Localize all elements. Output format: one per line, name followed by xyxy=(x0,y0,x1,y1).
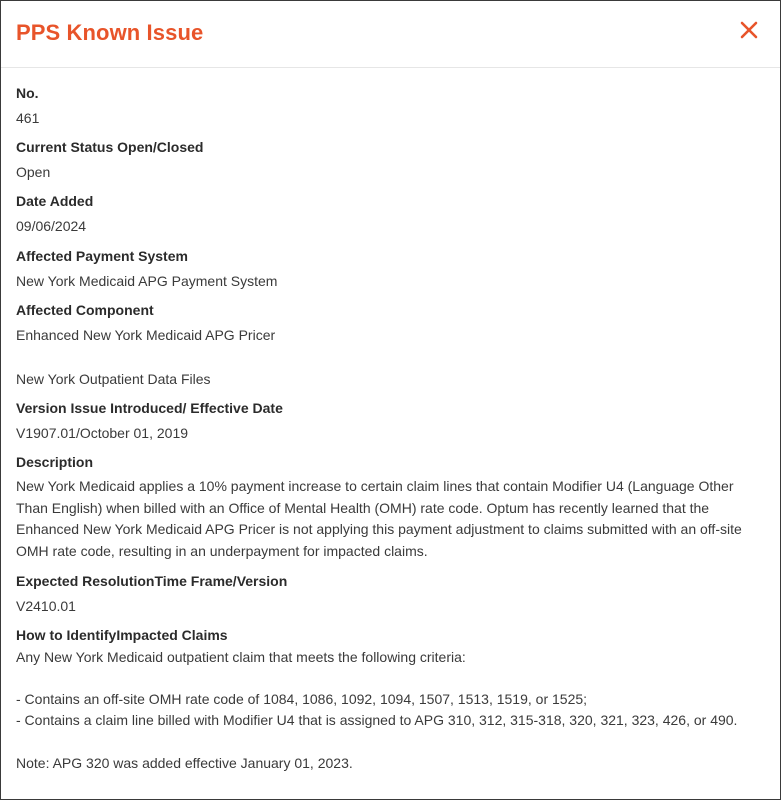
component-value-2: New York Outpatient Data Files xyxy=(16,371,211,387)
identify-item-1: - Contains an off-site OMH rate code of 1084, 1086, 1092, 1094, 1507, 1513, 1519, or 1525; xyxy=(16,690,588,707)
version-value: V1907.01/October 01, 2019 xyxy=(16,425,189,441)
description-label: Description xyxy=(16,454,94,470)
resolution-label: Expected ResolutionTime Frame/Version xyxy=(16,573,288,589)
status-value: Open xyxy=(16,164,51,180)
resolution-value: V2410.01 xyxy=(16,598,76,614)
close-button[interactable] xyxy=(738,19,762,43)
payment-system-label: Affected Payment System xyxy=(16,248,188,264)
identify-label: How to IdentifyImpacted Claims xyxy=(16,627,228,643)
component-value: Enhanced New York Medicaid APG Pricer xyxy=(16,327,276,343)
date-added-value: 09/06/2024 xyxy=(16,218,87,234)
note-text: Note: APG 320 was added effective January 01, 2023. xyxy=(16,754,353,771)
component-spacer xyxy=(16,346,768,368)
date-added-label: Date Added xyxy=(16,193,94,209)
description-value: New York Medicaid applies a 10% payment increase to certain claim lines that contain Modifier U4 (Language Other Than English) when billed with an Office of Mental Health (OMH) rate code. Optum has recently learned that the Enhanced New York Medicaid APG Pricer is not applying this payment adjustment to claims submitted with an off-site OMH rate code, resulting in an underpayment for impacted claims. xyxy=(16,478,742,559)
version-label: Version Issue Introduced/ Effective Date xyxy=(16,400,283,416)
identify-intro: Any New York Medicaid outpatient claim that meets the following criteria: xyxy=(16,649,466,665)
payment-system-value: New York Medicaid APG Payment System xyxy=(16,273,278,289)
identify-item-2: - Contains a claim line billed with Modifier U4 that is assigned to APG 310, 312, 315-318, 320, 321, 323, 426, or 490. xyxy=(16,712,738,728)
dialog-title: PPS Known Issue xyxy=(16,20,204,45)
identify-spacer xyxy=(16,669,768,689)
status-label: Current Status Open/Closed xyxy=(16,139,204,155)
no-label: No. xyxy=(16,85,39,101)
dialog-header xyxy=(1,1,780,68)
no-value: 461 xyxy=(16,110,40,126)
component-label: Affected Component xyxy=(16,302,154,318)
dialog-body xyxy=(16,83,768,774)
note-spacer xyxy=(16,732,768,753)
close-icon xyxy=(738,19,762,43)
